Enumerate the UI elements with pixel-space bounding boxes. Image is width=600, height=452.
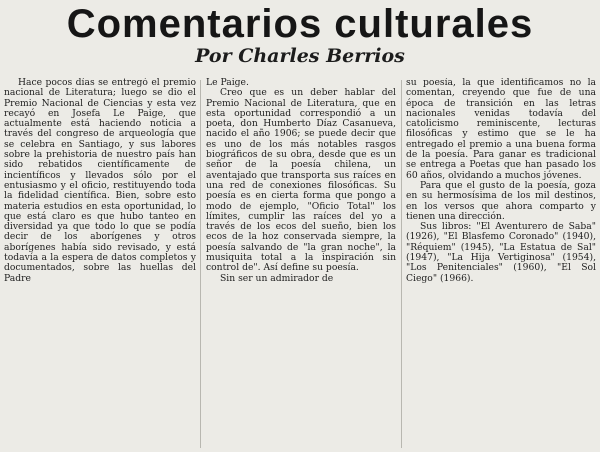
paragraph: Sin ser un admirador de xyxy=(220,272,334,284)
article-column-3 xyxy=(406,78,596,450)
paragraph: Para que el gusto de la poesía, goza en su hermosísima de los mil destinos, en los versos que ahora comparto y tienen una dirección. xyxy=(406,179,596,222)
article-title: Comentarios culturales xyxy=(66,2,534,46)
column-divider xyxy=(401,80,402,448)
article-column-1 xyxy=(4,78,196,450)
paragraph: Creo que es un deber hablar del Premio Nacional de Literatura, que en esta oportunidad correspondió a un poeta, don Humberto Díaz Casanueva, nacido el año 1906; se puede decir que es uno de los más notables rasgos biográficos de su obra, desde que es un señor de la poesía chilena, un aventajado que transporta sus raíces en una red de conexiones filosóficas. Su poesía es en cierta forma que pongo a modo de ejemplo, "Oficio Total" los límites, cumplir las raíces del yo a través de los ecos del sueño, bien los ecos de la hoz conservada siempre, la poesía salvando de "la gran noche", la musiquita total a la inspiración sin control de". Así define su poesía. xyxy=(206,87,396,274)
paragraph: Hace pocos días se entregó el premio nacional de Literatura; luego se dio el Premio Nacional de Ciencias y esta vez recayó en Josefa Le Paige, que actualmente está haciendo noticia a través del congreso de arqueología que se celebra en Santiago, y sus labores sobre la prehistoria de nuestro país han sido rebatidos científicamente de incientíficos y llevados sólo por el entusiasmo y el oficio, restituyendo toda la fidelidad científica. Bien, sobre esto materia estudios en esta oportunidad, lo que está claro es que hubo tanteo en diversidad ya que todo lo que se podía decir de los aborígenes y otros aborígenes había sido revisado, y está todavía a la espera de datos completos y documentados, sobre las huellas del Padre xyxy=(4,78,196,284)
column-divider xyxy=(200,80,201,448)
paragraph: su poesía, la que identificamos no la comentan, creyendo que fue de una época de transición en las letras nacionales venidas todavía del catolicismo reminiscente, lecturas filosóficas y estimo que se le ha entregado el premio a una buena forma de la poesía. Para ganar es tradicional se entrega a Poetas que han pasado los 60 años, olvidando a muchos jóvenes. xyxy=(406,78,596,181)
paragraph: Le Paige. xyxy=(206,78,249,88)
article-byline: Por Charles Berrios xyxy=(195,45,405,67)
paragraph: Sus libros: "El Aventurero de Saba" (1926), "El Blasfemo Coronado" (1940), "Réquiem" (1945), "La Estatua de Sal" (1947), "La Hija Vertiginosa" (1954), "Los Penitenciales" (1960), "El Sol Ciego" (1966). xyxy=(406,221,596,284)
article-column-2 xyxy=(206,78,396,450)
